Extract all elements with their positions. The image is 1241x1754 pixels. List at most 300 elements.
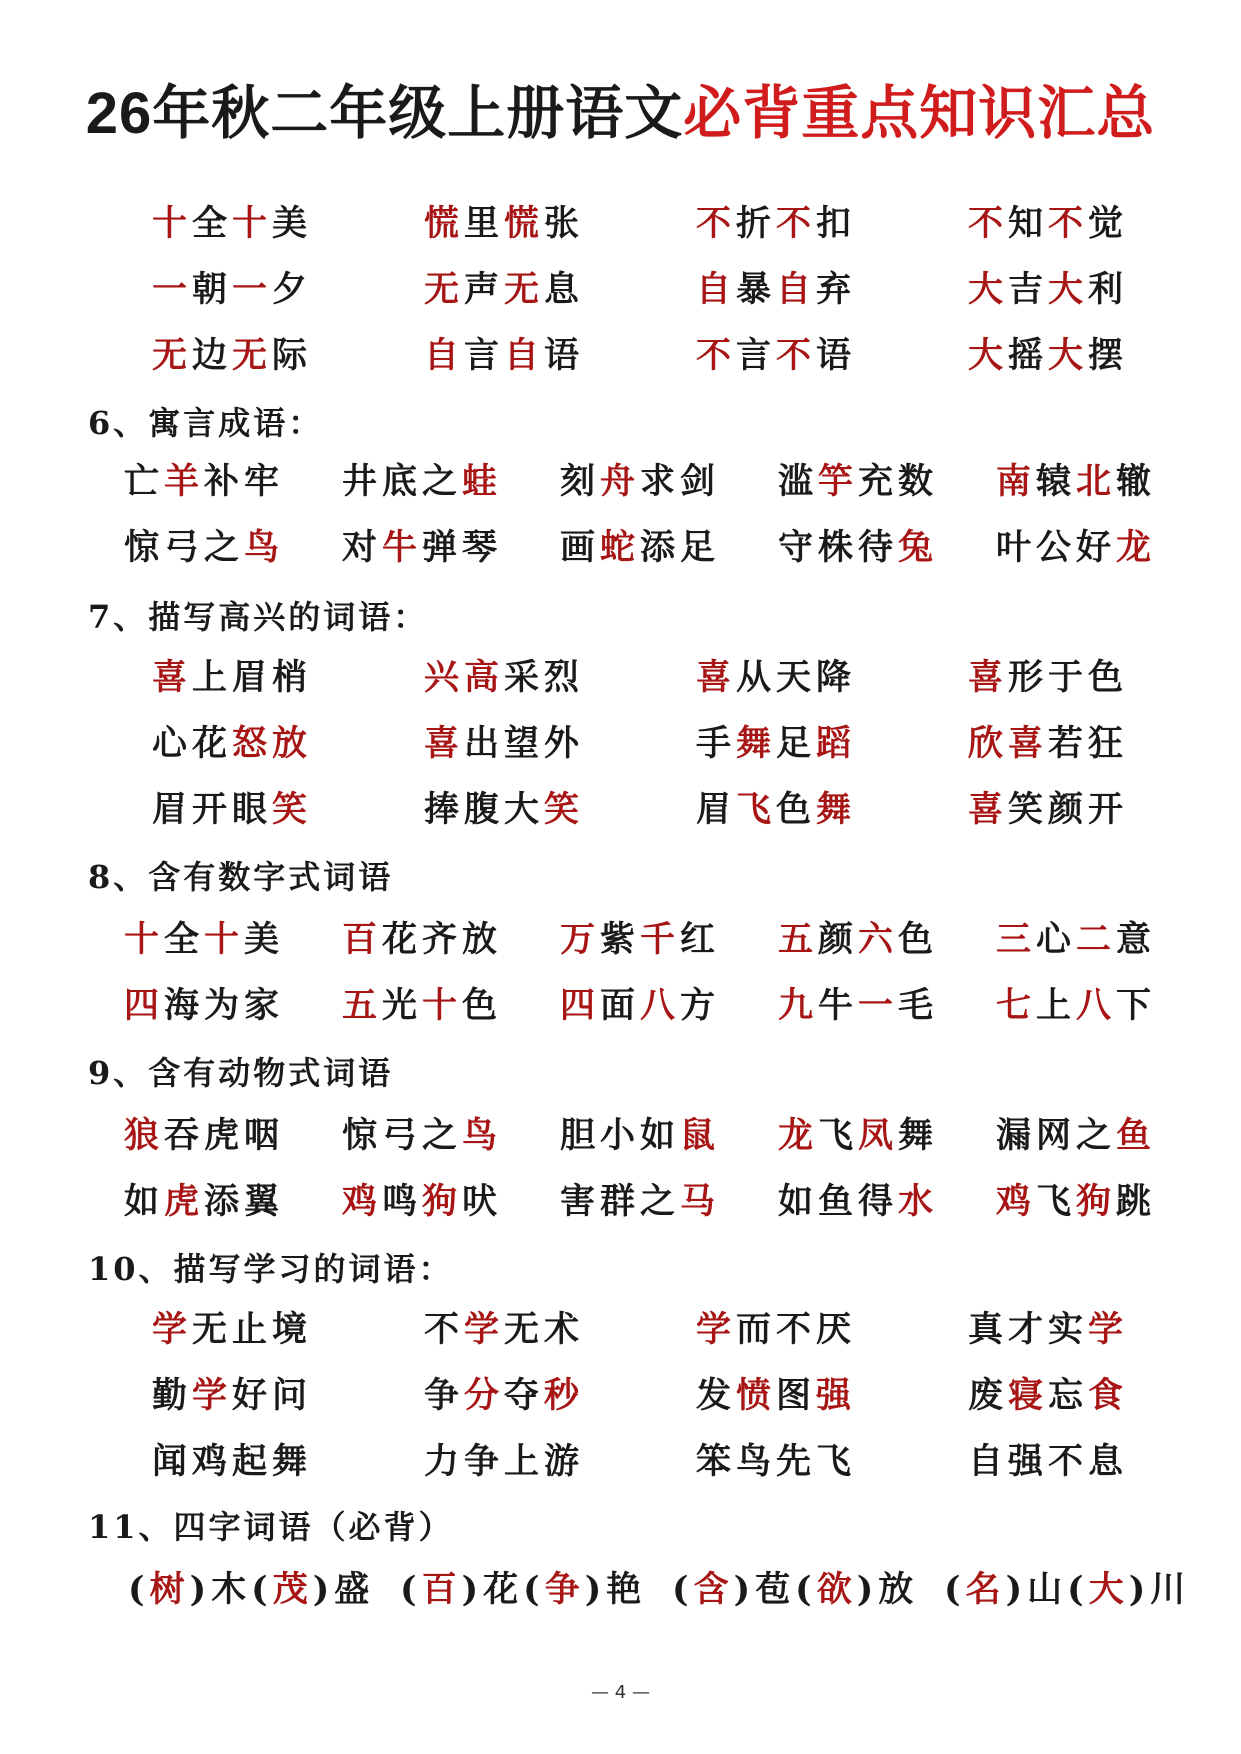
phrase-char: 言 <box>464 335 505 376</box>
phrase-char: 弃 <box>816 269 857 310</box>
highlighted-char: 龙 <box>1116 527 1157 568</box>
phrase-char: 折 <box>736 203 777 244</box>
highlighted-char: 怒 <box>232 723 273 764</box>
highlighted-char: 十 <box>422 985 463 1026</box>
phrase <box>424 328 584 378</box>
highlighted-char: 一 <box>232 269 273 310</box>
phrase <box>778 454 938 504</box>
phrase <box>996 978 1156 1028</box>
phrase-char: 颜 <box>1048 789 1089 830</box>
highlighted-char: 五 <box>342 985 383 1026</box>
phrase-char: 牛 <box>818 985 859 1026</box>
phrase-char: 朝 <box>192 269 233 310</box>
phrase-char: 舞 <box>272 1441 313 1482</box>
phrase <box>778 978 938 1028</box>
phrase <box>342 978 502 1028</box>
phrase-char: )木( <box>189 1569 273 1610</box>
section-heading: 7、描写高兴的词语： <box>88 598 429 636</box>
phrase <box>696 782 856 832</box>
highlighted-char: 放 <box>272 723 313 764</box>
phrase-char: 眉 <box>152 789 193 830</box>
phrase-char: 眼 <box>232 789 273 830</box>
phrase-char: )川 <box>1128 1569 1191 1610</box>
phrase <box>128 1562 374 1612</box>
phrase <box>424 1302 584 1352</box>
highlighted-char: 兴 <box>424 657 465 698</box>
phrase-char: 足 <box>680 527 721 568</box>
phrase-char: 起 <box>232 1441 273 1482</box>
phrase-char: 飞 <box>818 1115 859 1156</box>
phrase-char: ( <box>672 1569 694 1610</box>
phrase <box>968 782 1128 832</box>
highlighted-char: 喜 <box>968 789 1009 830</box>
title-red: 必背重点知识汇总 <box>683 81 1156 146</box>
highlighted-char: 喜 <box>152 657 193 698</box>
phrase-char: 夕 <box>272 269 313 310</box>
highlighted-char: 欲 <box>816 1569 857 1610</box>
phrase-char: 之 <box>422 1115 463 1156</box>
phrase-char: 之 <box>1076 1115 1117 1156</box>
phrase-char: ( <box>944 1569 966 1610</box>
highlighted-char: 学 <box>152 1309 193 1350</box>
phrase-char: 刻 <box>560 461 601 502</box>
highlighted-char: 分 <box>464 1375 505 1416</box>
phrase-char: 力 <box>424 1441 465 1482</box>
highlighted-char: 慌 <box>504 203 545 244</box>
section-heading: 6、寓言成语： <box>88 404 324 442</box>
phrase-char: 眉 <box>696 789 737 830</box>
phrase-char: 海 <box>164 985 205 1026</box>
phrase <box>996 1108 1156 1158</box>
highlighted-char: 一 <box>152 269 193 310</box>
phrase <box>696 650 856 700</box>
highlighted-char: 千 <box>640 919 681 960</box>
phrase-char: 之 <box>422 461 463 502</box>
phrase <box>968 1434 1128 1484</box>
phrase-char: 添 <box>640 527 681 568</box>
phrase-char: 息 <box>1088 1441 1129 1482</box>
phrase-char: 全 <box>192 203 233 244</box>
phrase-char: 声 <box>464 269 505 310</box>
phrase-char: 实 <box>1048 1309 1089 1350</box>
highlighted-char: 学 <box>696 1309 737 1350</box>
highlighted-char: 大 <box>968 335 1009 376</box>
phrase <box>560 454 720 504</box>
highlighted-char: 龙 <box>778 1115 819 1156</box>
highlighted-char: 马 <box>680 1181 721 1222</box>
phrase <box>124 1174 284 1224</box>
phrase-char: 图 <box>776 1375 817 1416</box>
phrase <box>342 912 502 962</box>
phrase-row <box>0 978 1241 1028</box>
highlighted-char: 树 <box>149 1569 190 1610</box>
phrase-char: 眉 <box>232 657 273 698</box>
phrase <box>124 520 284 570</box>
phrase-char: 梢 <box>272 657 313 698</box>
phrase-char: 际 <box>272 335 313 376</box>
phrase-char: )山( <box>1005 1569 1089 1610</box>
highlighted-char: 愤 <box>736 1375 777 1416</box>
phrase-char: 翼 <box>244 1181 285 1222</box>
highlighted-char: 不 <box>696 203 737 244</box>
phrase-char: 暴 <box>736 269 777 310</box>
phrase-char: 开 <box>1088 789 1129 830</box>
phrase-char: 自 <box>968 1441 1009 1482</box>
phrase-char: 忘 <box>1048 1375 1089 1416</box>
phrase-char: 心 <box>152 723 193 764</box>
phrase-char: 如 <box>124 1181 165 1222</box>
highlighted-char: 自 <box>776 269 817 310</box>
phrase-row <box>0 1108 1241 1158</box>
phrase-row <box>0 262 1241 312</box>
highlighted-char: 寝 <box>1008 1375 1049 1416</box>
phrase-row <box>0 1368 1241 1418</box>
phrase-row <box>0 1562 1241 1612</box>
section-heading: 9、含有动物式词语 <box>88 1054 394 1092</box>
phrase-char: )放 <box>856 1569 919 1610</box>
phrase-char: 面 <box>600 985 641 1026</box>
phrase-char: 之 <box>204 527 245 568</box>
phrase-char: 为 <box>204 985 245 1026</box>
phrase-char: 厌 <box>816 1309 857 1350</box>
highlighted-char: 争 <box>544 1569 585 1610</box>
phrase-char: ( <box>128 1569 150 1610</box>
phrase <box>968 716 1128 766</box>
phrase-char: 美 <box>272 203 313 244</box>
phrase-char: 如 <box>778 1181 819 1222</box>
phrase <box>152 650 312 700</box>
phrase <box>968 262 1128 312</box>
phrase-char: 利 <box>1088 269 1129 310</box>
highlighted-char: 学 <box>1088 1309 1129 1350</box>
highlighted-char: 万 <box>560 919 601 960</box>
highlighted-char: 大 <box>1048 335 1089 376</box>
section-heading: 10、描写学习的词语： <box>88 1250 454 1288</box>
phrase-char: 惊 <box>342 1115 383 1156</box>
phrase-char: 充 <box>858 461 899 502</box>
phrase-char: 守 <box>778 527 819 568</box>
highlighted-char: 四 <box>124 985 165 1026</box>
highlighted-char: 舞 <box>736 723 777 764</box>
highlighted-char: 秒 <box>544 1375 585 1416</box>
highlighted-char: 狗 <box>422 1181 463 1222</box>
phrase <box>778 912 938 962</box>
highlighted-char: 鸟 <box>244 527 285 568</box>
phrase-char: 添 <box>204 1181 245 1222</box>
phrase-char: 采 <box>504 657 545 698</box>
highlighted-char: 狼 <box>124 1115 165 1156</box>
phrase-row <box>0 1174 1241 1224</box>
highlighted-char: 学 <box>464 1309 505 1350</box>
phrase <box>968 1302 1128 1352</box>
highlighted-char: 茂 <box>272 1569 313 1610</box>
highlighted-char: 十 <box>152 203 193 244</box>
phrase-char: 发 <box>696 1375 737 1416</box>
phrase-char: )花( <box>461 1569 545 1610</box>
phrase-char: 株 <box>818 527 859 568</box>
phrase-char: 而 <box>736 1309 777 1350</box>
phrase-char: 飞 <box>816 1441 857 1482</box>
phrase <box>342 454 502 504</box>
highlighted-char: 四 <box>560 985 601 1026</box>
highlighted-char: 南 <box>996 461 1037 502</box>
phrase-char: 争 <box>424 1375 465 1416</box>
phrase <box>696 196 856 246</box>
phrase-char: 牢 <box>244 461 285 502</box>
phrase-char: 弓 <box>382 1115 423 1156</box>
phrase <box>996 912 1156 962</box>
highlighted-char: 鸟 <box>462 1115 503 1156</box>
phrase-char: 腹 <box>464 789 505 830</box>
phrase <box>696 1368 856 1418</box>
phrase <box>424 716 584 766</box>
highlighted-char: 鱼 <box>1116 1115 1157 1156</box>
phrase-char: 公 <box>1036 527 1077 568</box>
phrase-char: 语 <box>544 335 585 376</box>
phrase-char: 底 <box>382 461 423 502</box>
phrase-char: 上 <box>504 1441 545 1482</box>
highlighted-char: 蛇 <box>600 527 641 568</box>
phrase-char: 笑 <box>1008 789 1049 830</box>
phrase-char: 鸟 <box>736 1441 777 1482</box>
highlighted-char: 飞 <box>736 789 777 830</box>
phrase-char: 求 <box>640 461 681 502</box>
phrase <box>996 520 1156 570</box>
highlighted-char: 百 <box>342 919 383 960</box>
phrase <box>996 1174 1156 1224</box>
phrase <box>124 454 284 504</box>
phrase-char: 得 <box>858 1181 899 1222</box>
highlighted-char: 大 <box>1088 1569 1129 1610</box>
highlighted-char: 水 <box>898 1181 939 1222</box>
highlighted-char: 鼠 <box>680 1115 721 1156</box>
phrase <box>560 1108 720 1158</box>
phrase-char: 色 <box>776 789 817 830</box>
phrase-char: 闻 <box>152 1441 193 1482</box>
phrase-row <box>0 1302 1241 1352</box>
phrase-char: 捧 <box>424 789 465 830</box>
highlighted-char: 笑 <box>544 789 585 830</box>
phrase-char: 吉 <box>1008 269 1049 310</box>
phrase-char: 上 <box>1036 985 1077 1026</box>
phrase-char: 色 <box>462 985 503 1026</box>
phrase <box>124 978 284 1028</box>
phrase-char: 好 <box>1076 527 1117 568</box>
phrase <box>424 196 584 246</box>
highlighted-char: 九 <box>778 985 819 1026</box>
highlighted-char: 北 <box>1076 461 1117 502</box>
phrase-char: 舞 <box>898 1115 939 1156</box>
highlighted-char: 七 <box>996 985 1037 1026</box>
highlighted-char: 虎 <box>164 1181 205 1222</box>
phrase-char: 术 <box>544 1309 585 1350</box>
phrase-char: 叶 <box>996 527 1037 568</box>
phrase-char: 张 <box>544 203 585 244</box>
phrase-row <box>0 328 1241 378</box>
highlighted-char: 蹈 <box>816 723 857 764</box>
highlighted-char: 舟 <box>600 461 641 502</box>
phrase-char: 滥 <box>778 461 819 502</box>
highlighted-char: 无 <box>504 269 545 310</box>
phrase-char: 鸡 <box>192 1441 233 1482</box>
phrase-char: 手 <box>696 723 737 764</box>
phrase-char: 笨 <box>696 1441 737 1482</box>
section-heading: 8、含有数字式词语 <box>88 858 394 896</box>
title-black: 26年秋二年级上册语文 <box>85 81 684 146</box>
highlighted-char: 兔 <box>898 527 939 568</box>
highlighted-char: 二 <box>1076 919 1117 960</box>
phrase-char: )艳 <box>584 1569 647 1610</box>
phrase <box>696 328 856 378</box>
phrase-char: 亡 <box>124 461 165 502</box>
phrase-char: 美 <box>244 919 285 960</box>
phrase-char: 惊 <box>124 527 165 568</box>
highlighted-char: 强 <box>816 1375 857 1416</box>
highlighted-char: 十 <box>124 919 165 960</box>
phrase-row <box>0 912 1241 962</box>
phrase-char: 琴 <box>462 527 503 568</box>
phrase-char: 好 <box>232 1375 273 1416</box>
phrase <box>696 262 856 312</box>
phrase-char: 跳 <box>1116 1181 1157 1222</box>
phrase-char: 如 <box>640 1115 681 1156</box>
highlighted-char: 一 <box>858 985 899 1026</box>
phrase <box>778 1108 938 1158</box>
phrase-char: 问 <box>272 1375 313 1416</box>
highlighted-char: 含 <box>693 1569 734 1610</box>
highlighted-char: 十 <box>204 919 245 960</box>
phrase-row <box>0 716 1241 766</box>
phrase-char: 降 <box>816 657 857 698</box>
highlighted-char: 舞 <box>816 789 857 830</box>
phrase-char: 害 <box>560 1181 601 1222</box>
phrase-char: 颜 <box>818 919 859 960</box>
highlighted-char: 自 <box>504 335 545 376</box>
phrase-char: 辙 <box>1116 461 1157 502</box>
phrase-char: 无 <box>192 1309 233 1350</box>
phrase-char: 无 <box>504 1309 545 1350</box>
phrase-row <box>0 196 1241 246</box>
phrase <box>696 716 856 766</box>
phrase-char: 天 <box>776 657 817 698</box>
phrase-char: 才 <box>1008 1309 1049 1350</box>
phrase-char: 游 <box>544 1441 585 1482</box>
phrase-char: 望 <box>504 723 545 764</box>
phrase-char: 之 <box>640 1181 681 1222</box>
phrase-char: 扣 <box>816 203 857 244</box>
phrase <box>424 650 584 700</box>
phrase-char: 不 <box>424 1309 465 1350</box>
highlighted-char: 百 <box>421 1569 462 1610</box>
phrase-char: 烈 <box>544 657 585 698</box>
phrase-char: 狂 <box>1088 723 1129 764</box>
phrase-char: 强 <box>1008 1441 1049 1482</box>
phrase-char: 摆 <box>1088 335 1129 376</box>
page-title <box>0 66 1241 150</box>
phrase-char: 毛 <box>898 985 939 1026</box>
phrase-char: 大 <box>504 789 545 830</box>
phrase <box>424 1434 584 1484</box>
phrase-char: 吠 <box>462 1181 503 1222</box>
phrase-char: 摇 <box>1008 335 1049 376</box>
highlighted-char: 喜 <box>696 657 737 698</box>
phrase-char: 鸣 <box>382 1181 423 1222</box>
phrase-char: 不 <box>776 1309 817 1350</box>
phrase <box>152 716 312 766</box>
highlighted-char: 鸡 <box>342 1181 383 1222</box>
highlighted-char: 无 <box>424 269 465 310</box>
highlighted-char: 不 <box>1048 203 1089 244</box>
highlighted-char: 欣 <box>968 723 1009 764</box>
phrase-char: 齐 <box>422 919 463 960</box>
phrase-row <box>0 1434 1241 1484</box>
phrase-char: 色 <box>1088 657 1129 698</box>
highlighted-char: 不 <box>968 203 1009 244</box>
phrase <box>778 520 938 570</box>
phrase-char: 剑 <box>680 461 721 502</box>
phrase-char: 网 <box>1036 1115 1077 1156</box>
highlighted-char: 无 <box>152 335 193 376</box>
phrase <box>424 262 584 312</box>
phrase <box>152 262 312 312</box>
phrase <box>996 454 1156 504</box>
phrase <box>152 1368 312 1418</box>
phrase-char: 开 <box>192 789 233 830</box>
highlighted-char: 喜 <box>424 723 465 764</box>
phrase <box>424 1368 584 1418</box>
phrase-char: 光 <box>382 985 423 1026</box>
highlighted-char: 自 <box>696 269 737 310</box>
phrase <box>560 978 720 1028</box>
phrase-char: 真 <box>968 1309 1009 1350</box>
highlighted-char: 三 <box>996 919 1037 960</box>
phrase-char: 夺 <box>504 1375 545 1416</box>
phrase <box>124 912 284 962</box>
highlighted-char: 鸡 <box>996 1181 1037 1222</box>
highlighted-char: 八 <box>640 985 681 1026</box>
phrase <box>152 1302 312 1352</box>
phrase <box>342 1108 502 1158</box>
phrase-char: 全 <box>164 919 205 960</box>
section-heading: 11、四字词语（必背） <box>88 1508 454 1546</box>
phrase-char: 鱼 <box>818 1181 859 1222</box>
highlighted-char: 无 <box>232 335 273 376</box>
phrase <box>968 650 1128 700</box>
phrase-char: 花 <box>382 919 423 960</box>
phrase-char: 胆 <box>560 1115 601 1156</box>
phrase-char: 群 <box>600 1181 641 1222</box>
phrase <box>560 912 720 962</box>
phrase-char: 勤 <box>152 1375 193 1416</box>
phrase-char: 放 <box>462 919 503 960</box>
highlighted-char: 竽 <box>818 461 859 502</box>
highlighted-char: 羊 <box>164 461 205 502</box>
highlighted-char: 八 <box>1076 985 1117 1026</box>
phrase-char: 边 <box>192 335 233 376</box>
phrase-char: 对 <box>342 527 383 568</box>
phrase-char: 意 <box>1116 919 1157 960</box>
phrase-char: 里 <box>464 203 505 244</box>
highlighted-char: 蛙 <box>462 461 503 502</box>
phrase <box>124 1108 284 1158</box>
highlighted-char: 不 <box>776 335 817 376</box>
phrase-char: 语 <box>816 335 857 376</box>
highlighted-char: 不 <box>696 335 737 376</box>
phrase <box>968 196 1128 246</box>
phrase-row <box>0 520 1241 570</box>
phrase <box>696 1302 856 1352</box>
phrase <box>400 1562 646 1612</box>
